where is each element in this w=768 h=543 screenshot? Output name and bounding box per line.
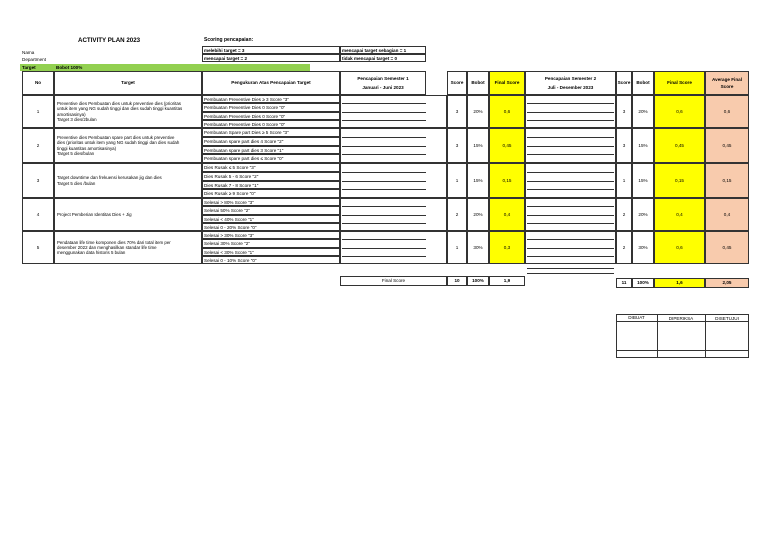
row-final-2: 0,6 — [654, 231, 705, 264]
row-sem1-line — [342, 248, 426, 249]
row-sem1-line — [342, 239, 426, 240]
row-no-cell — [22, 128, 54, 163]
row-measure: Pembuatan Spare part Dies ≥ 5 Score "3" — [202, 128, 340, 137]
row-bobot-2: 20% — [632, 198, 654, 231]
signature-disetujui: DISETUJUI — [715, 316, 739, 321]
row-average: 0,15 — [705, 163, 749, 198]
row-measure: Pembuatan Preventive Dies 0 Score "0" — [202, 112, 340, 120]
row-measure: Dies Rusak ≤ 5 Score "3" — [202, 163, 340, 172]
row-measure: Pembuatan Preventive Dies ≥ 3 Score "3" — [202, 95, 340, 103]
scoring-item: tidak mencapai target = 0 — [342, 55, 398, 61]
row-sem1-line — [342, 189, 426, 190]
row-target-line: Target 5 dies/bulan — [57, 150, 95, 156]
row-measure: Selesai 30% Score "2" — [202, 239, 340, 247]
row-sem1-line — [342, 137, 426, 138]
row-no-cell — [22, 198, 54, 231]
row-target-line: Target 5 dies /bulan — [57, 180, 96, 186]
row-average: 0,4 — [705, 198, 749, 231]
row-sem1-line — [342, 154, 426, 155]
row-sem1-line — [342, 120, 426, 121]
row-final-1: 0,15 — [489, 163, 525, 198]
row-measure: Selesai > 80% Score "3" — [202, 198, 340, 206]
row-target-cell — [54, 198, 202, 231]
col-target: Target — [54, 71, 202, 95]
row-sem2-line — [527, 239, 614, 240]
row-score-2: 3 — [616, 95, 632, 128]
row-final-2: 0,6 — [654, 95, 705, 128]
col-final-1: Final Score — [489, 71, 525, 95]
row-measure: Pembuatan Preventive Dies 0 Score "0" — [202, 120, 340, 128]
row-average: 0,45 — [705, 128, 749, 163]
row-final-1: 0,4 — [489, 198, 525, 231]
nama-label: Nama — [22, 50, 35, 55]
total-score-1: 10 — [447, 276, 467, 286]
row-average: 0,6 — [705, 95, 749, 128]
row-final-1: 0,45 — [489, 128, 525, 163]
row-score-1: 1 — [447, 231, 467, 264]
row-score-2: 2 — [616, 231, 632, 264]
row-no: 4 — [36, 211, 40, 217]
total-average: 2,05 — [705, 278, 749, 288]
signature-dibuat: DIBUAT — [628, 315, 645, 320]
target-label: Target — [22, 65, 36, 70]
row-score-1: 2 — [447, 198, 467, 231]
row-sem2-line — [527, 103, 614, 104]
row-measure: Pembuatan spare part dies 3 Score "1" — [202, 146, 340, 155]
row-target-line: tinggi kuantitas amortisasinya) — [57, 145, 117, 151]
row-sem2-line — [527, 120, 614, 121]
row-sem1-line — [342, 181, 426, 182]
row-sem1-line — [342, 256, 426, 257]
signature-diperiksa: DIPERIKSA — [668, 316, 694, 321]
target-bar — [20, 64, 310, 71]
col-bobot-2: Bobot — [632, 71, 654, 95]
scoring-title: Scoring pencapaian: — [204, 37, 254, 43]
row-sem2-line — [527, 256, 614, 257]
row-target-line: Preventive dies Pembuatan spare part dies untuk preventive — [57, 134, 175, 140]
row-final-1: 0,6 — [489, 95, 525, 128]
row-sem1-line — [342, 172, 426, 173]
row-measure: Selesai < 40% Score "1" — [202, 215, 340, 223]
row-sem2-line — [527, 137, 614, 138]
row-target-cell — [54, 163, 202, 198]
row-score-1: 3 — [447, 128, 467, 163]
total-bobot-2: 100% — [632, 278, 654, 288]
row-sem2-line — [527, 215, 614, 216]
row-final-2: 0,45 — [654, 128, 705, 163]
row-sem2-line — [527, 172, 614, 173]
total-bobot-1: 100% — [467, 276, 489, 286]
row-sem2-line — [527, 248, 614, 249]
row-score-2: 2 — [616, 198, 632, 231]
col-no: No — [22, 71, 54, 95]
row-average: 0,45 — [705, 231, 749, 264]
col-bobot-1: Bobot — [467, 71, 489, 95]
row-no: 1 — [36, 108, 40, 114]
row-target-line: Project Pemberian Identitas Dies + Jig — [57, 211, 132, 217]
col-score-2: Score — [616, 71, 632, 95]
row-no: 5 — [36, 244, 40, 250]
col-average: Average Final Score — [705, 71, 749, 95]
row-target-line: Target downtime dan frekuensi kerusakan jig dan dies — [57, 175, 162, 181]
col-semester-1: Pencapaian Semester 1 Januari - Juni 2023 — [340, 71, 426, 95]
row-score-1: 1 — [447, 163, 467, 198]
row-score-2: 3 — [616, 128, 632, 163]
row-bobot-2: 20% — [632, 95, 654, 128]
row-measure: Pembuatan spare part dies 4 Score "2" — [202, 137, 340, 146]
row-target-line: untuk item yang NG sudah tinggi dan dies sudah tinggi kuantitas — [57, 106, 183, 112]
final-score-label: Final Score — [340, 276, 447, 286]
row-sem2-line — [527, 273, 614, 274]
row-measure: Pembuatan spare part dies ≤ Score "0" — [202, 154, 340, 163]
row-target-line: menggunakan data historis 5 bulan — [57, 250, 126, 256]
scoring-item: mencapai target sebagian = 1 — [342, 47, 407, 53]
row-bobot-2: 30% — [632, 231, 654, 264]
row-measure: Dies Rusak ≥ 9 Score "0" — [202, 189, 340, 198]
row-score-1: 3 — [447, 95, 467, 128]
row-measure: Selesai < 30% Score "1" — [202, 248, 340, 256]
row-bobot-1: 20% — [467, 95, 489, 128]
department-label: Department — [22, 57, 47, 62]
row-sem2-line — [527, 181, 614, 182]
page-title: ACTIVITY PLAN 2023 — [78, 37, 141, 44]
row-target-line: desember 2022 dan menghasilkan standar life time — [57, 244, 157, 250]
row-bobot-1: 15% — [467, 163, 489, 198]
total-final-2: 1,6 — [654, 278, 705, 288]
row-sem2-line — [527, 268, 614, 269]
row-measure: Selesai 0 - 20% Score "0" — [202, 223, 340, 231]
row-target-cell — [54, 128, 202, 163]
row-sem2-line — [527, 206, 614, 207]
col-pengukuran: Pengukuran Atas Pencapaian Target — [202, 71, 340, 95]
row-sem2-line — [527, 146, 614, 147]
scoring-item: mencapai target = 2 — [204, 55, 248, 61]
row-bobot-2: 15% — [632, 163, 654, 198]
total-score-2: 11 — [616, 278, 632, 288]
row-target-cell — [54, 231, 202, 264]
row-measure: Dies Rusak 7 - 8 Score "1" — [202, 181, 340, 190]
row-sem2-line — [527, 223, 614, 224]
row-bobot-1: 20% — [467, 198, 489, 231]
row-score-2: 1 — [616, 163, 632, 198]
row-sem1-line — [342, 146, 426, 147]
row-measure: Dies Rusak 5 - 6 Score "2" — [202, 172, 340, 181]
row-sem2-line — [527, 112, 614, 113]
row-target-cell — [54, 95, 202, 128]
bobot-label: Bobot 100% — [56, 65, 83, 70]
row-target-line: Pendataan life time komponen dies 70% dari total item per — [57, 239, 171, 245]
row-target-line: amortisasinya) — [57, 111, 86, 117]
col-semester-2: Pencapaian Semester 2 Juli - Desember 2023 — [525, 71, 616, 95]
row-target-line: dies (prioritas untuk item yang NG sudah tinggi dan dies sudah — [57, 140, 180, 146]
row-measure: Selesai > 30% Score "3" — [202, 231, 340, 239]
row-measure: Selesai 50% Score "2" — [202, 206, 340, 214]
row-sem2-line — [527, 154, 614, 155]
row-no-cell — [22, 231, 54, 264]
row-final-2: 0,4 — [654, 198, 705, 231]
row-sem2-line — [527, 189, 614, 190]
row-bobot-1: 30% — [467, 231, 489, 264]
row-sem1-line — [342, 215, 426, 216]
row-measure: Pembuatan Preventive Dies 0 Score "0" — [202, 103, 340, 111]
col-score-1: Score — [447, 71, 467, 95]
row-sem1-line — [342, 112, 426, 113]
row-no: 3 — [36, 177, 40, 183]
scoring-item: melebihi target = 3 — [204, 47, 245, 53]
row-sem1-line — [342, 206, 426, 207]
row-final-2: 0,15 — [654, 163, 705, 198]
row-target-line: Preventive dies Pembuatan dies untuk preventive dies (prioritas — [57, 100, 181, 106]
row-final-1: 0,3 — [489, 231, 525, 264]
total-final-1: 1,9 — [489, 276, 525, 286]
row-bobot-2: 15% — [632, 128, 654, 163]
row-sem1-line — [342, 223, 426, 224]
row-bobot-1: 15% — [467, 128, 489, 163]
col-final-2: Final Score — [654, 71, 705, 95]
row-no: 2 — [36, 142, 40, 148]
row-sem1-line — [342, 103, 426, 104]
row-measure: Selesai 0 - 10% Score "0" — [202, 256, 340, 264]
row-target-line: Target 3 dies/2bulan — [57, 116, 97, 122]
row-no-cell — [22, 163, 54, 198]
row-no-cell — [22, 95, 54, 128]
